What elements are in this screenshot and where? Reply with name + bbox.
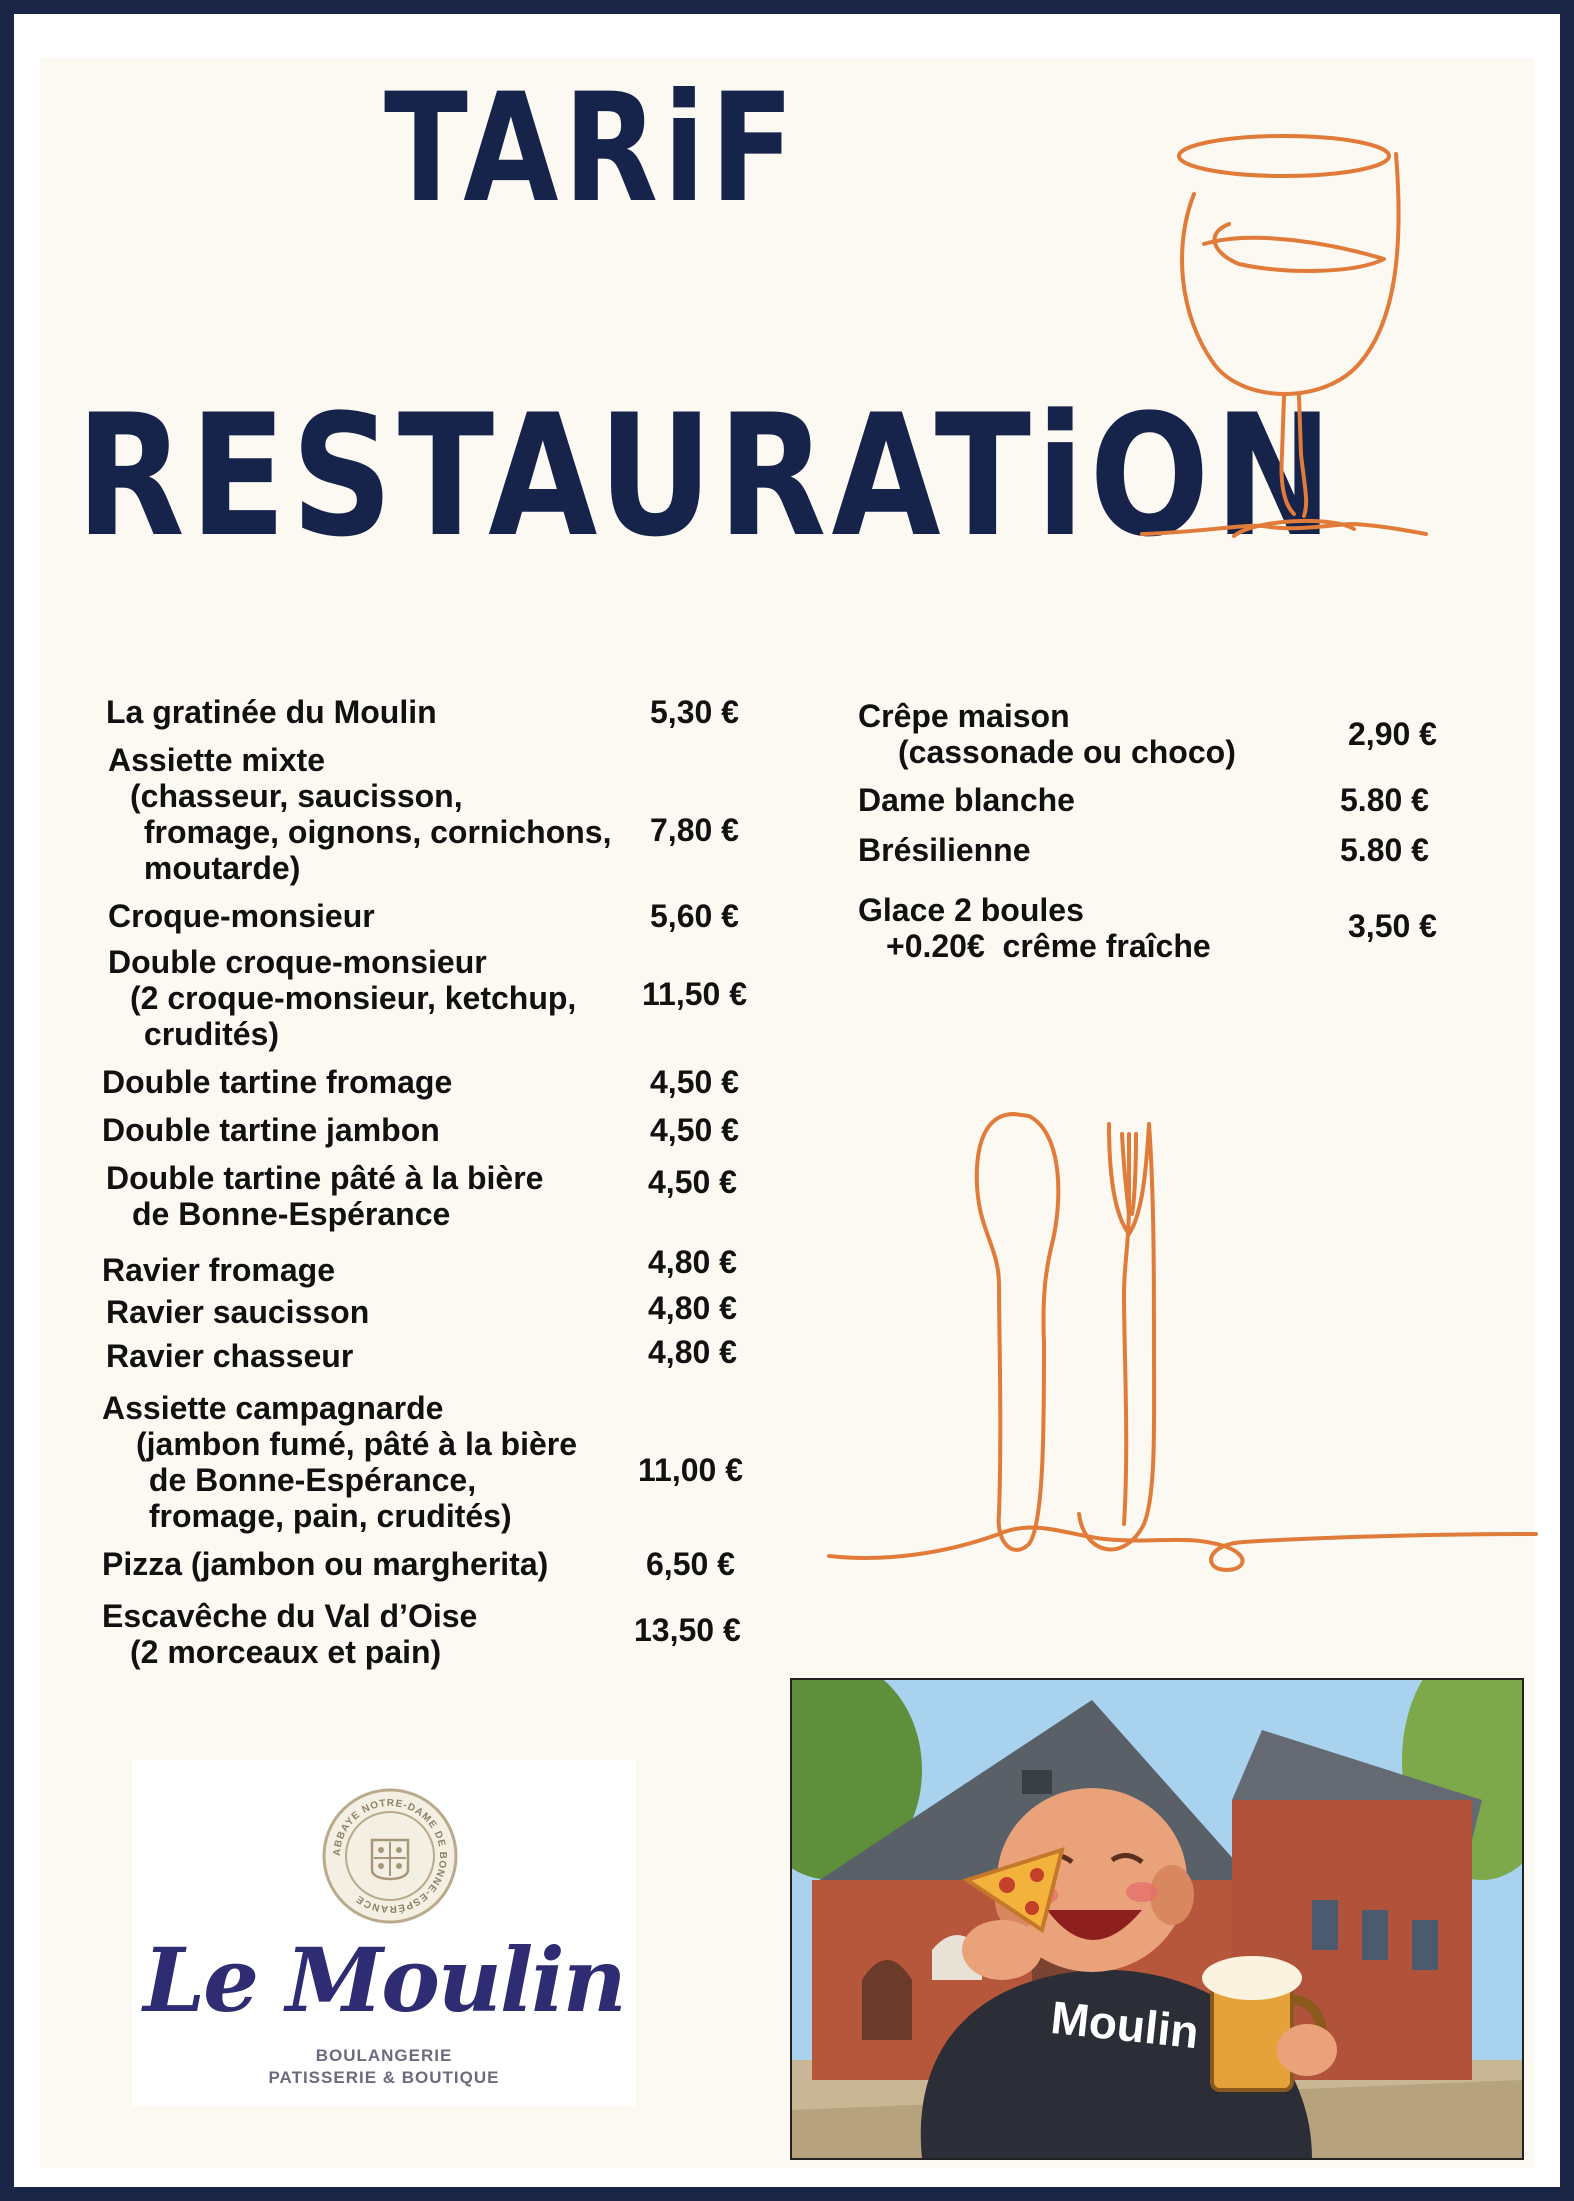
item-name: Ravier chasseur: [106, 1338, 354, 1374]
item-price: 4,50 €: [650, 1112, 739, 1148]
title-line-1: TARiF: [384, 62, 800, 236]
left-menu-item: [108, 742, 739, 886]
left-menu-item: [102, 1598, 741, 1670]
item-detail: (2 croque-monsieur, ketchup,: [130, 980, 577, 1016]
item-name: Brésilienne: [858, 832, 1031, 868]
title-line-2: RESTAURATiON: [76, 378, 1338, 574]
left-menu-item: [106, 1290, 737, 1330]
item-detail: (jambon fumé, pâté à la bière: [136, 1426, 577, 1462]
item-price: 11,00 €: [638, 1452, 743, 1488]
right-menu-item: [858, 892, 1437, 964]
item-name: Crêpe maison: [858, 698, 1070, 734]
item-price: 7,80 €: [650, 812, 739, 848]
item-name: Glace 2 boules: [858, 892, 1084, 928]
item-name: Ravier saucisson: [106, 1294, 370, 1330]
item-price: 6,50 €: [646, 1546, 735, 1582]
item-name: Double croque-monsieur: [108, 944, 487, 980]
item-price: 5.80 €: [1340, 832, 1429, 868]
logo-name: Le Moulin: [143, 1928, 625, 2032]
cutlery-icon: [824, 1094, 1544, 1584]
item-price: 4,50 €: [648, 1164, 737, 1200]
menu-page: [14, 14, 1560, 2187]
item-price: 5,30 €: [650, 694, 739, 730]
abbey-seal-icon: [322, 1788, 458, 1924]
item-detail: fromage, oignons, cornichons,: [135, 814, 612, 850]
item-detail: moutarde): [135, 850, 301, 886]
item-detail: (cassonade ou choco): [898, 734, 1236, 770]
item-price: 4,80 €: [648, 1334, 737, 1370]
item-price: 11,50 €: [642, 976, 747, 1012]
right-menu-item: [858, 698, 1437, 770]
left-menu-item: [108, 898, 739, 934]
item-price: 13,50 €: [634, 1612, 741, 1648]
left-menu-item: [102, 1064, 739, 1100]
item-detail: (chasseur, saucisson,: [130, 778, 463, 814]
left-menu-item: [102, 1546, 735, 1582]
item-name: Croque-monsieur: [108, 898, 375, 934]
item-price: 2,90 €: [1348, 716, 1437, 752]
left-menu-item: [106, 1160, 737, 1232]
item-name: La gratinée du Moulin: [106, 694, 437, 730]
logo-subtitle-1: BOULANGERIE: [315, 2046, 453, 2065]
left-menu-item: [108, 944, 747, 1052]
item-name: Escavêche du Val d’Oise: [102, 1598, 478, 1634]
logo-subtitle-2: PATISSERIE & BOUTIQUE: [268, 2068, 500, 2087]
item-detail: de Bonne-Espérance,: [140, 1462, 477, 1498]
item-price: 4,50 €: [650, 1064, 739, 1100]
item-name: Assiette mixte: [108, 742, 325, 778]
mascot-illustration: [790, 1678, 1524, 2160]
item-name: Assiette campagnarde: [102, 1390, 444, 1426]
left-menu-item: [102, 1112, 739, 1148]
right-menu-item: [858, 782, 1429, 818]
item-name: Ravier fromage: [102, 1252, 335, 1288]
item-price: 4,80 €: [648, 1290, 737, 1326]
seal-text: ABBAYE NOTRE-DAME DE BONNE-ESPÉRANCE: [331, 1797, 449, 1915]
item-detail: +0.20€ crême fraîche: [886, 928, 1211, 964]
item-detail: (2 morceaux et pain): [130, 1634, 442, 1670]
item-price: 5,60 €: [650, 898, 739, 934]
left-menu-item: [106, 1334, 737, 1374]
wine-glass-icon: [1134, 124, 1454, 574]
item-name: Double tartine pâté à la bière: [106, 1160, 544, 1196]
mill-building-illustration: [792, 1680, 1522, 2158]
le-moulin-logo: [132, 1760, 636, 2106]
item-name: Double tartine jambon: [102, 1112, 440, 1148]
left-menu-item: [106, 694, 739, 730]
item-name: Dame blanche: [858, 782, 1075, 818]
item-detail: crudités): [135, 1016, 280, 1052]
item-detail: fromage, pain, crudités): [140, 1498, 512, 1534]
item-name: Pizza (jambon ou margherita): [102, 1546, 549, 1582]
item-detail: de Bonne-Espérance: [132, 1196, 451, 1232]
item-price: 4,80 €: [648, 1244, 737, 1280]
shirt-text: Moulin: [1048, 1990, 1202, 2059]
left-menu-item: [102, 1244, 737, 1288]
item-price: 5.80 €: [1340, 782, 1429, 818]
item-name: Double tartine fromage: [102, 1064, 453, 1100]
item-price: 3,50 €: [1348, 908, 1437, 944]
right-menu-item: [858, 832, 1429, 868]
left-menu-item: [102, 1390, 743, 1534]
